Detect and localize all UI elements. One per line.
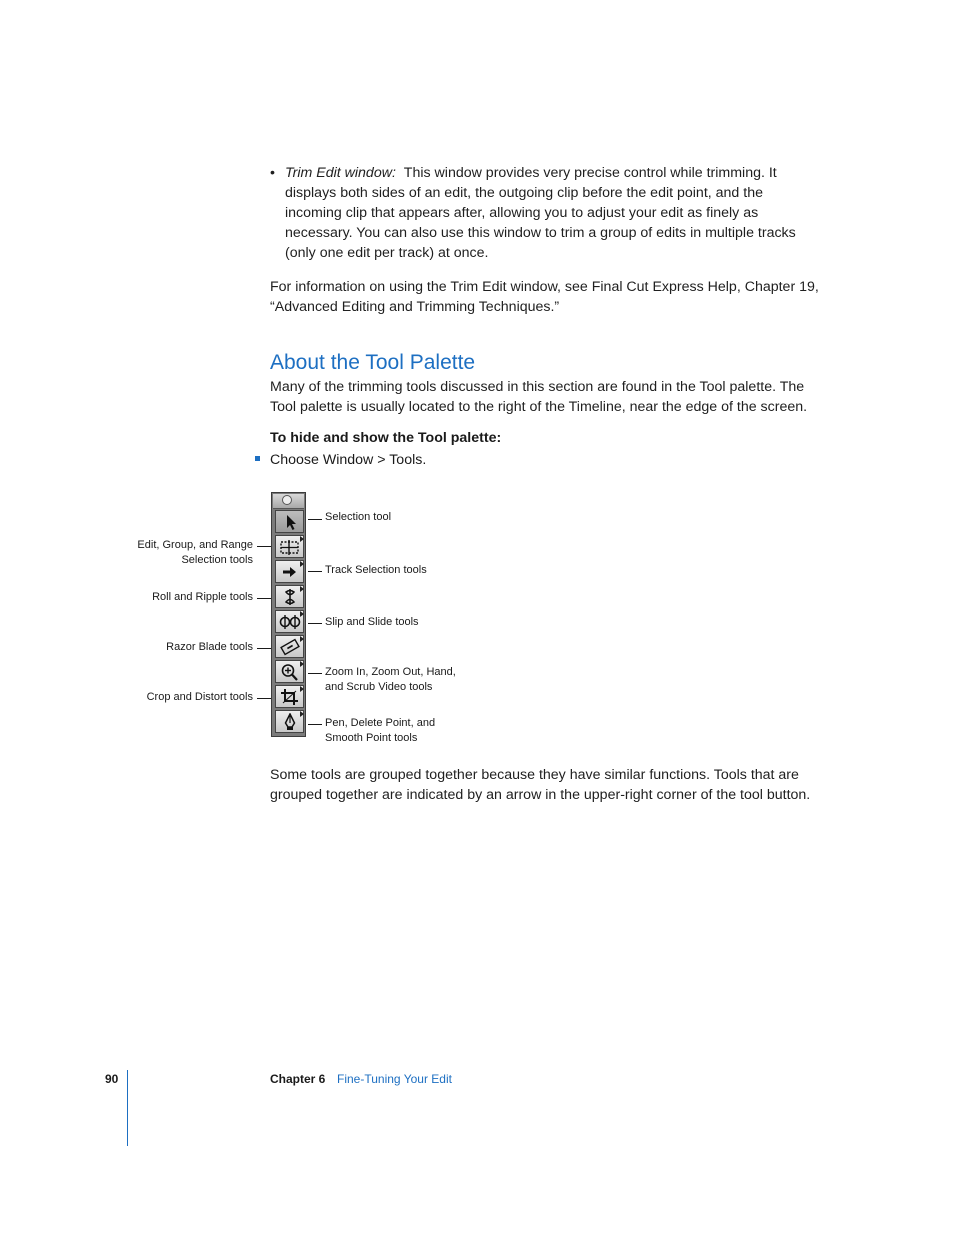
roll-tool-icon <box>279 588 301 606</box>
group-arrow-icon <box>300 686 304 692</box>
callout-razor-blade-tools: Razor Blade tools <box>166 641 253 653</box>
callout-leader-line <box>257 648 271 649</box>
group-arrow-icon <box>300 561 304 567</box>
tool-button-roll <box>275 585 304 608</box>
chapter-title: Fine-Tuning Your Edit <box>337 1072 452 1086</box>
tool-palette-intro-paragraph: Many of the trimming tools discussed in this section are found in the Tool palette. The Tool palette is usually located to the right of the Timeline, near the edge of the screen. <box>270 379 808 415</box>
section-heading: About the Tool Palette <box>270 351 476 374</box>
tool-button-razor <box>275 635 304 658</box>
page-number: 90 <box>105 1072 119 1086</box>
group-arrow-icon <box>300 586 304 592</box>
callout-track-selection-tools: Track Selection tools <box>325 564 427 576</box>
callout-leader-line <box>308 519 322 520</box>
tool-button-zoom <box>275 660 304 683</box>
palette-title-bar <box>273 494 304 509</box>
bullet-text: This window provides very precise control while trimming. It displays both sides of an edit, the outgoing clip before the edit point, and the incoming clip that appears after, allowing you to adjust your edit as finely as necessary. You can also use this window to trim a group of edits in multiple tracks (only one edit per track) at once. <box>285 165 796 261</box>
tool-button-crop <box>275 685 304 708</box>
callout-selection-tool: Selection tool <box>325 511 392 523</box>
callout-leader-line <box>308 673 322 674</box>
razor-blade-icon <box>279 638 301 656</box>
group-arrow-icon <box>300 611 304 617</box>
group-arrow-icon <box>300 711 304 717</box>
task-title: To hide and show the Tool palette: <box>270 430 502 446</box>
tool-button-track-selection <box>275 560 304 583</box>
slip-tool-icon <box>279 613 301 631</box>
step-marker-icon <box>255 456 260 461</box>
callout-slip-slide-tools: Slip and Slide tools <box>325 616 419 628</box>
callout-pen-tools: Pen, Delete Point, and Smooth Point tools <box>325 717 436 744</box>
edit-selection-icon <box>279 538 301 556</box>
close-icon <box>282 495 292 505</box>
tool-palette-figure <box>271 492 306 737</box>
track-selection-icon <box>279 563 301 581</box>
tool-button-selection <box>275 510 304 533</box>
callout-leader-line <box>308 724 322 725</box>
callout-leader-line <box>308 623 322 624</box>
group-arrow-icon <box>300 536 304 542</box>
chapter-label: Chapter 6 <box>270 1072 326 1086</box>
step-text: Choose Window > Tools. <box>270 452 427 468</box>
pen-tool-icon <box>279 713 301 731</box>
arrow-pointer-icon <box>279 513 301 531</box>
callout-leader-line <box>257 598 271 599</box>
group-arrow-icon <box>300 661 304 667</box>
callout-leader-line <box>308 571 322 572</box>
callout-leader-line <box>257 698 271 699</box>
callout-edit-group-range-tools: Edit, Group, and Range Selection tools <box>137 539 253 566</box>
tool-button-pen <box>275 710 304 733</box>
callout-leader-line <box>257 546 271 547</box>
bullet-marker: • <box>270 165 275 181</box>
callout-zoom-tools: Zoom In, Zoom Out, Hand, and Scrub Video tools <box>325 666 456 693</box>
callout-crop-distort-tools: Crop and Distort tools <box>146 691 253 703</box>
footer-divider <box>127 1070 128 1146</box>
trim-edit-help-paragraph: For information on using the Trim Edit window, see Final Cut Express Help, Chapter 19, “Advanced Editing and Trimming Techniques.” <box>270 279 819 315</box>
trim-edit-bullet <box>270 163 820 263</box>
zoom-in-icon <box>279 663 301 681</box>
crop-tool-icon <box>279 688 301 706</box>
step-item <box>255 450 426 470</box>
bullet-term: Trim Edit window: <box>285 165 396 181</box>
tool-button-edit-selection <box>275 535 304 558</box>
group-arrow-icon <box>300 636 304 642</box>
tool-button-slip <box>275 610 304 633</box>
grouped-tools-paragraph: Some tools are grouped together because they have similar functions. Tools that are grouped together are indicated by an arrow in the upper-right corner of the tool button. <box>270 767 811 803</box>
callout-roll-ripple-tools: Roll and Ripple tools <box>152 591 253 603</box>
